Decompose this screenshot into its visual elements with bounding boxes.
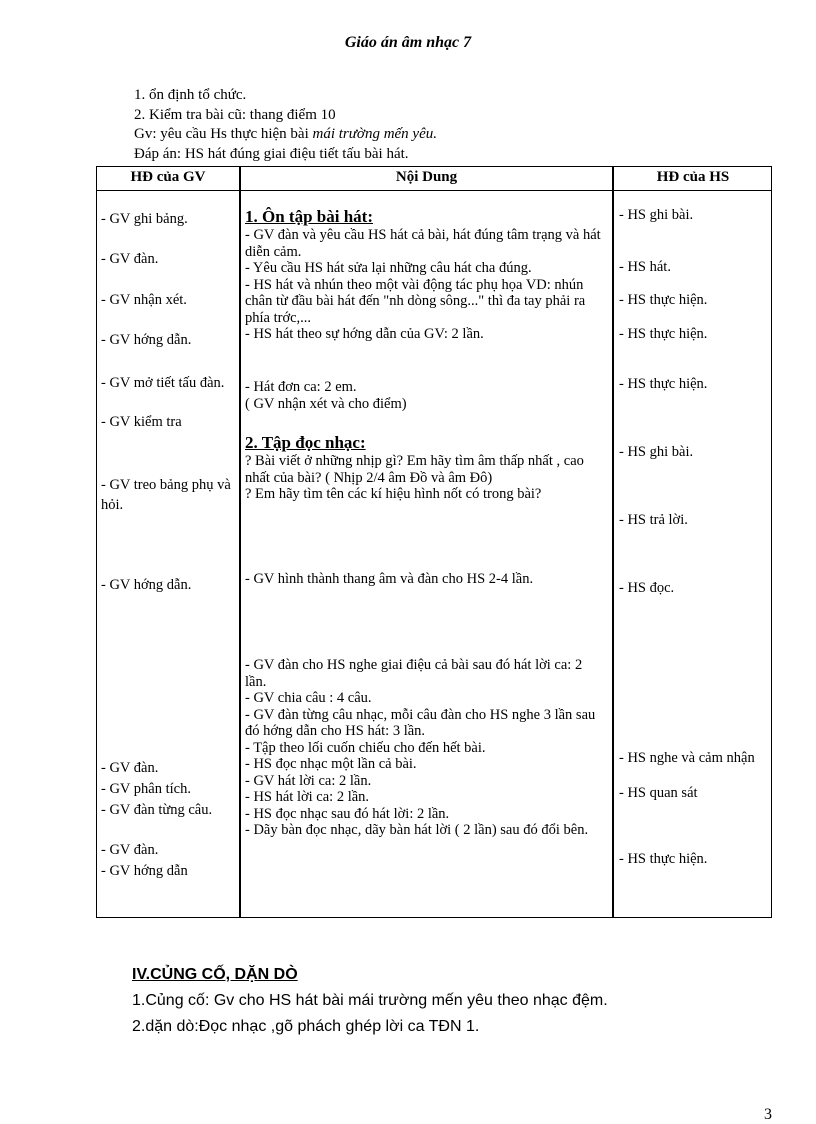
content-block (245, 657, 605, 839)
content-line: - HS hát theo sự hớng dẫn của GV: 2 lần. (245, 326, 484, 342)
hs-item: - HS thực hiện. (619, 292, 708, 308)
content-line: - GV đàn và yêu cầu HS hát cả bài, hát đúng tâm trạng và hát diễn cảm. (245, 227, 601, 260)
gv-item: - GV nhận xét. (101, 292, 187, 308)
gv-item: - GV hớng dẫn. (101, 332, 192, 348)
intro-section (134, 86, 437, 164)
content-line: ? Bài viết ở những nhịp gì? Em hãy tìm âm thấp nhất , cao nhất của bài? ( Nhịp 2/4 âm Đồ và âm Đô) (245, 453, 584, 486)
content-line: - HS đọc nhạc sau đó hát lời: 2 lần. (245, 805, 450, 822)
content-line: - HS hát lời ca: 2 lần. (245, 789, 370, 805)
page-number: 3 (764, 1106, 772, 1123)
content-line: - HS hát và nhún theo một vài động tác phụ họa VD: nhún chân từ đầu bài hát đến "nh dòng sông..." thì đa tay phải ra phía trớc,... (245, 276, 586, 326)
header-gv: HĐ của GV (130, 169, 206, 185)
header-hs: HĐ của HS (656, 169, 730, 185)
consolidation-title: IV.CỦNG CỐ, DẶN DÒ (132, 966, 298, 983)
section-title-sight-reading: 2. Tập đọc nhạc: (245, 433, 366, 452)
section-title-review: 1. Ôn tập bài hát: (245, 207, 373, 226)
intro-line-3-prefix: Gv: yêu cầu Hs thực hiện bài (134, 126, 313, 142)
hs-item: - HS thực hiện. (619, 851, 708, 867)
column-divider (239, 167, 241, 917)
hs-item: - HS ghi bài. (619, 444, 694, 460)
gv-item: - GV đàn. (101, 760, 159, 776)
intro-line-1: 1. ổn định tổ chức. (134, 87, 247, 103)
intro-song-name: mái trường mến yêu. (312, 126, 437, 142)
gv-item: - GV hớng dẫn (101, 863, 188, 879)
gv-item: - GV hớng dẫn. (101, 577, 192, 593)
gv-item: - GV treo bảng phụ và hỏi. (101, 477, 231, 513)
consolidation-section (132, 962, 608, 1040)
hs-item: - HS thực hiện. (619, 376, 708, 392)
gv-item: - GV đàn từng câu. (101, 802, 213, 818)
content-line: - GV hát lời ca: 2 lần. (245, 772, 372, 789)
content-line: - Yêu cầu HS hát sửa lại những câu hát cha đúng. (245, 260, 532, 276)
content-line: - Dãy bàn đọc nhạc, dãy bàn hát lời ( 2 lần) sau đó đổi bên. (245, 822, 589, 838)
content-line: - Hát đơn ca: 2 em. (245, 379, 357, 395)
content-line: - GV hình thành thang âm và đàn cho HS 2-4 lần. (245, 571, 534, 587)
content-line: - GV đàn từng câu nhạc, mỗi câu đàn cho HS nghe 3 lần sau đó hớng dẫn cho HS hát: 3 lần. (245, 706, 596, 739)
content-line: - GV chia câu : 4 câu. (245, 690, 372, 706)
intro-line-2: 2. Kiểm tra bài cũ: thang điểm 10 (134, 106, 336, 123)
intro-line-3 (134, 125, 437, 145)
intro-line-4: Đáp án: HS hát đúng giai điệu tiết tấu bài hát. (134, 145, 409, 162)
gv-item: - GV mở tiết tấu đàn. (101, 375, 225, 391)
lesson-table (96, 166, 772, 918)
content-block (245, 207, 605, 343)
hs-item: - HS ghi bài. (619, 207, 694, 223)
gv-item: - GV kiểm tra (101, 414, 182, 430)
page-header: Giáo án âm nhạc 7 (344, 34, 472, 51)
hs-item: - HS hát. (619, 259, 671, 275)
content-line: ( GV nhận xét và cho điểm) (245, 395, 407, 412)
content-line: - HS đọc nhạc một lần cả bài. (245, 756, 417, 772)
header-content: Nội Dung (395, 169, 458, 185)
gv-item: - GV đàn. (101, 251, 159, 267)
hs-item: - HS trả lời. (619, 512, 688, 528)
consolidation-line-1: 1.Củng cố: Gv cho HS hát bài mái trường mến yêu theo nhạc đệm. (132, 992, 608, 1009)
content-block (245, 379, 605, 412)
consolidation-line-2: 2.dặn dò:Đọc nhạc ,gõ phách ghép lời ca TĐN 1. (132, 1018, 480, 1035)
hs-item: - HS đọc. (619, 580, 675, 596)
content-line: - Tập theo lối cuốn chiếu cho đến hết bài. (245, 739, 486, 756)
content-block (245, 433, 605, 503)
column-divider (612, 167, 614, 917)
gv-item: - GV phân tích. (101, 781, 191, 797)
hs-item: - HS nghe và cảm nhận (619, 750, 755, 766)
gv-item: - GV ghi bảng. (101, 211, 188, 227)
hs-item: - HS quan sát (619, 785, 698, 801)
content-line: ? Em hãy tìm tên các kí hiệu hình nốt có trong bài? (245, 486, 542, 502)
header-divider (97, 190, 771, 191)
gv-item: - GV đàn. (101, 842, 159, 858)
content-line: - GV đàn cho HS nghe giai điệu cả bài sau đó hát lời ca: 2 lần. (245, 657, 583, 690)
hs-item: - HS thực hiện. (619, 326, 708, 342)
